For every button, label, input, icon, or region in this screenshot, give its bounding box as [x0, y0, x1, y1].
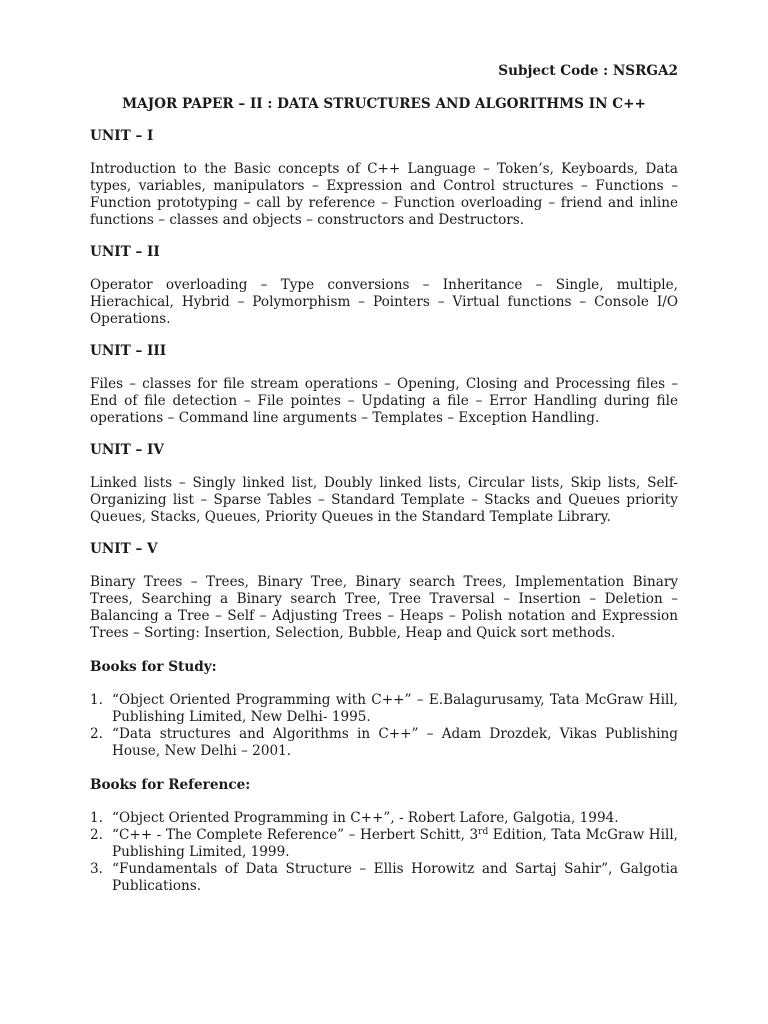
syllabus-page: [90, 63, 678, 895]
unit-heading: UNIT – III: [90, 343, 167, 359]
books-for-study-section: [90, 659, 678, 760]
list-number: 3.: [90, 861, 103, 877]
ordinal-suffix: rd: [478, 827, 489, 837]
book-citation: “Data structures and Algorithms in C++” – Adam Drozdek, Vikas Publishing House, New Delhi – 2001.: [112, 726, 678, 759]
unit-description: Linked lists – Singly linked list, Doubly linked lists, Circular lists, Skip lists, Self-Organizing list – Sparse Tables – Standard Template – Stacks and Queues priority Queues, Stacks, Queues, Priority Queues in the Standard Template Library.: [90, 475, 678, 525]
unit-heading: UNIT – IV: [90, 442, 164, 458]
books-for-reference-list: [90, 810, 678, 895]
list-item: [90, 810, 678, 827]
list-item: [90, 692, 678, 726]
book-citation: [112, 827, 678, 860]
unit-heading: UNIT – I: [90, 128, 154, 144]
list-number: 1.: [90, 810, 103, 826]
unit-4: [90, 442, 678, 526]
citation-text-end: Edition, Tata McGraw Hill, Publishing Limited, 1999.: [112, 827, 679, 860]
unit-5: [90, 541, 678, 642]
citation-text-start: “C++ - The Complete Reference” – Herbert Schitt, 3: [112, 827, 479, 843]
book-citation: “Object Oriented Programming with C++” – E.Balagurusamy, Tata McGraw Hill, Publishing Limited, New Delhi- 1995.: [112, 692, 678, 725]
list-item: [90, 726, 678, 760]
books-for-reference-heading: Books for Reference:: [90, 777, 251, 793]
unit-description: Files – classes for file stream operations – Opening, Closing and Processing files – End of file detection – File pointes – Updating a file – Error Handling during file operations – Command line arguments – Templates – Exception Handling.: [90, 376, 678, 426]
unit-1: [90, 128, 678, 229]
book-citation: “Object Oriented Programming in C++”, - Robert Lafore, Galgotia, 1994.: [112, 810, 619, 826]
unit-2: [90, 244, 678, 328]
book-citation: “Fundamentals of Data Structure – Ellis Horowitz and Sartaj Sahir”, Galgotia Publications.: [112, 861, 678, 894]
list-number: 2.: [90, 726, 103, 742]
unit-3: [90, 343, 678, 427]
unit-description: Binary Trees – Trees, Binary Tree, Binary search Trees, Implementation Binary Trees, Searching a Binary search Tree, Tree Traversal – Insertion – Deletion – Balancing a Tree – Self – Adjusting Trees – Heaps – Polish notation and Expression Trees – Sorting: Insertion, Selection, Bubble, Heap and Quick sort methods.: [90, 574, 678, 641]
list-number: 2.: [90, 827, 103, 843]
unit-description: Introduction to the Basic concepts of C++ Language – Token’s, Keyboards, Data types, variables, manipulators – Expression and Control structures – Functions – Function prototyping – call by reference – Function overloading – friend and inline functions – classes and objects – constructors and Destructors.: [90, 161, 678, 228]
unit-heading: UNIT – II: [90, 244, 160, 260]
paper-title: MAJOR PAPER – II : DATA STRUCTURES AND ALGORITHMS IN C++: [122, 96, 646, 112]
unit-description: Operator overloading – Type conversions – Inheritance – Single, multiple, Hierachical, Hybrid – Polymorphism – Pointers – Virtual functions – Console I/O Operations.: [90, 277, 678, 327]
subject-code: Subject Code : NSRGA2: [498, 63, 678, 79]
list-item: [90, 827, 678, 861]
books-for-reference-section: [90, 777, 678, 895]
unit-heading: UNIT – V: [90, 541, 158, 557]
books-for-study-heading: Books for Study:: [90, 659, 217, 675]
list-number: 1.: [90, 692, 103, 708]
books-for-study-list: [90, 692, 678, 760]
list-item: [90, 861, 678, 895]
